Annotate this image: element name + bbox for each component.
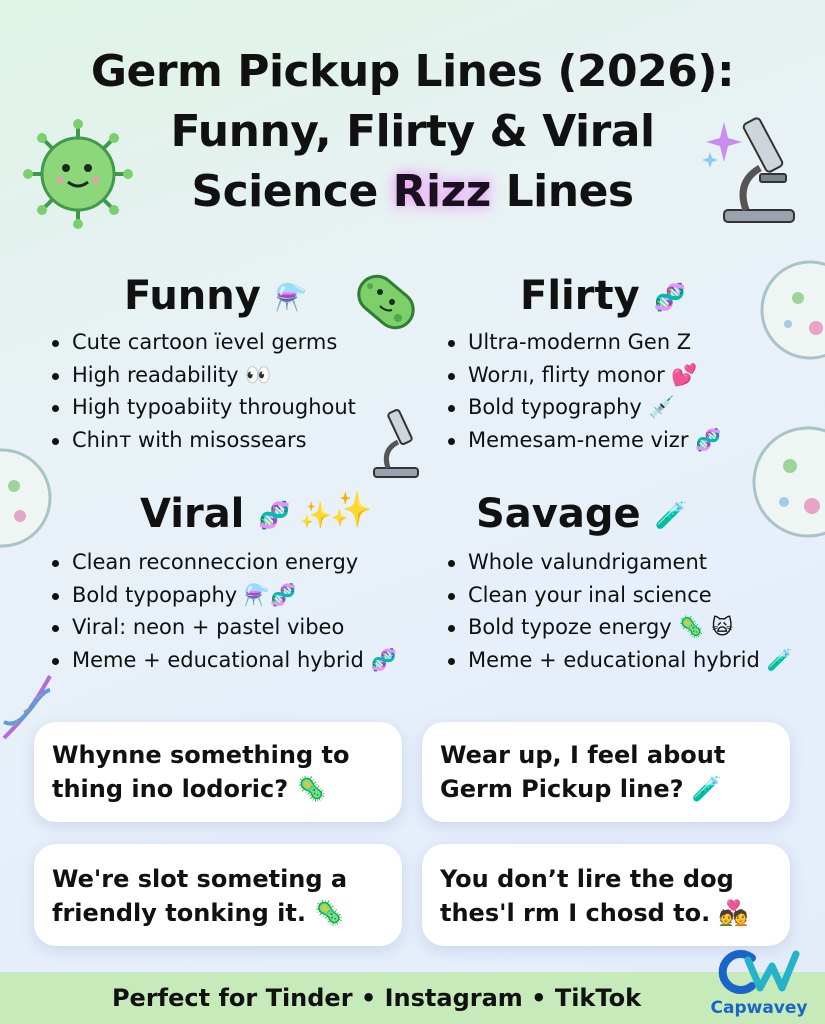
list-item: High typoabiity throughout bbox=[50, 391, 356, 424]
footer-banner bbox=[0, 972, 825, 1024]
list-item: Clean your inal science bbox=[446, 579, 793, 612]
list-item: Memesam-neme vizr 🧬 bbox=[446, 424, 721, 457]
small-microscope-icon bbox=[370, 406, 422, 480]
flirty-list bbox=[446, 326, 721, 456]
list-item: Ultra-modernn Gen Z bbox=[446, 326, 721, 359]
list-item: Worлı, flirty monor 💕 bbox=[446, 359, 721, 392]
card-line: thes'l rm I chosd to. 💑 bbox=[440, 899, 749, 927]
card-line: Germ Pickup line? 🧪 bbox=[440, 775, 722, 803]
test-tube-icon: 🧪 bbox=[654, 501, 687, 531]
category-heading-viral: Viral 🧬 ✨ bbox=[140, 491, 333, 537]
card-line: thing ino lodoric? 🦠 bbox=[52, 775, 327, 803]
green-virus-icon bbox=[22, 118, 134, 230]
list-item: High readability 👀 bbox=[50, 359, 356, 392]
list-item: Cute cartoon ïevel germs bbox=[50, 326, 356, 359]
card-line: Wear up, I feel about bbox=[440, 741, 726, 769]
savage-list bbox=[446, 546, 793, 676]
category-heading-savage: Savage 🧪 bbox=[476, 491, 687, 537]
list-item: Bold typoze energy 🦠 🙀 bbox=[446, 611, 793, 644]
brand-logo bbox=[704, 948, 814, 1018]
title-line-1: Germ Pickup Lines (2026): bbox=[90, 46, 735, 97]
viral-list bbox=[50, 546, 397, 676]
petri-dish-icon bbox=[758, 258, 825, 362]
flask-icon: ⚗️ bbox=[274, 283, 308, 313]
dna-sparkle-icon: 🧬 ✨ bbox=[258, 501, 333, 531]
pickup-line-card bbox=[34, 722, 402, 822]
pickup-line-card bbox=[422, 722, 790, 822]
list-item: Clean reconneccion energy bbox=[50, 546, 397, 579]
microscope-icon bbox=[716, 112, 802, 226]
brand-name: Capwavey bbox=[710, 998, 808, 1018]
list-item: Meme + educational hybrid 🧪 bbox=[446, 644, 793, 677]
card-line: friendly tonking it. 🦠 bbox=[52, 899, 345, 927]
sparkle-icon-2: ✨ bbox=[330, 490, 373, 530]
title-line-3: Science Rizz Lines bbox=[191, 166, 634, 217]
list-item: Bold typography 💉 bbox=[446, 391, 721, 424]
pickup-line-card bbox=[422, 844, 790, 946]
category-heading-funny: Funny ⚗️ bbox=[124, 273, 308, 319]
rizz-highlight: Rizz bbox=[392, 166, 491, 217]
card-line: Whynne something to bbox=[52, 741, 350, 769]
title-line-2: Funny, Flirty & Viral bbox=[170, 106, 655, 157]
bacteria-icon bbox=[346, 262, 426, 342]
category-heading-flirty: Flirty 🧬 bbox=[520, 273, 686, 319]
card-line: You don’t lire the dog bbox=[440, 865, 734, 893]
footer-text: Perfect for Tinder • Instagram • TikTok bbox=[111, 984, 642, 1012]
capwavey-logo-icon bbox=[718, 948, 800, 996]
dna-icon-small: 🧬 bbox=[653, 283, 686, 313]
list-item: Viral: neon + pastel vibeo bbox=[50, 611, 397, 644]
petri-dish-icon-2 bbox=[748, 422, 825, 542]
list-item: Chinт with misossears bbox=[50, 424, 356, 457]
pickup-line-card bbox=[34, 844, 402, 946]
list-item: Meme + educational hybrid 🧬 bbox=[50, 644, 397, 677]
list-item: Whole valundrigament bbox=[446, 546, 793, 579]
list-item: Bold typopaphy ⚗️🧬 bbox=[50, 579, 397, 612]
card-line: We're slot someting a bbox=[52, 865, 348, 893]
petri-dish-icon-3 bbox=[0, 446, 54, 550]
funny-list bbox=[50, 326, 356, 456]
